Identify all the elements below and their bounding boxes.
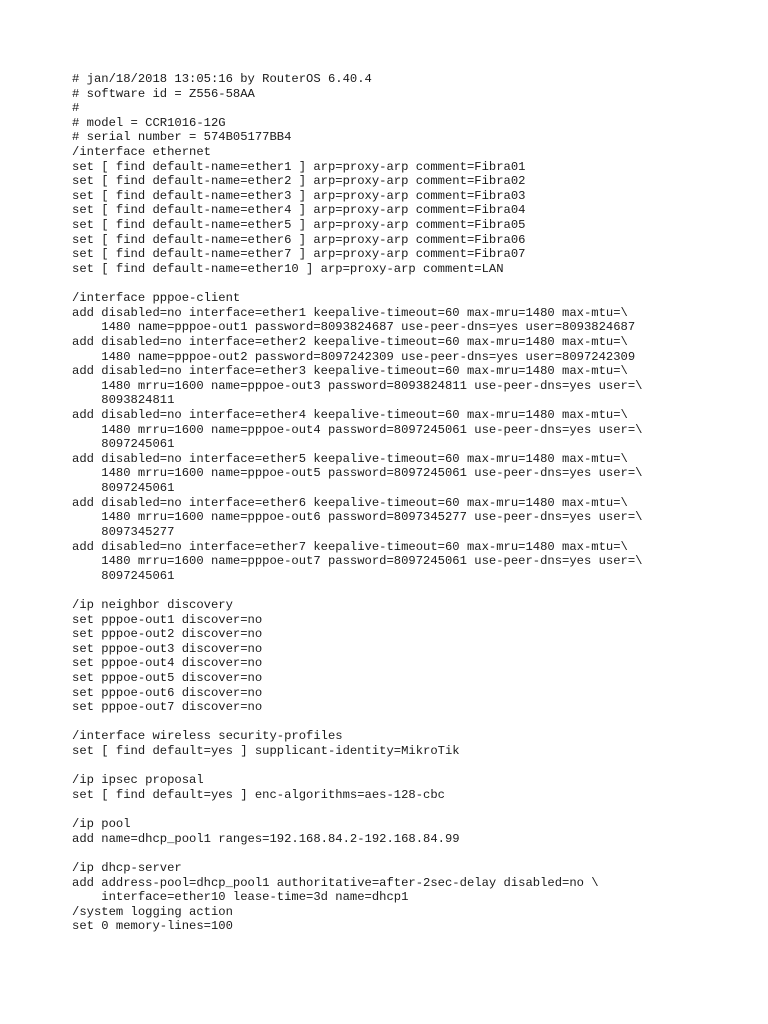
config-line: set [ find default-name=ether10 ] arp=proxy-arp comment=LAN <box>72 261 504 276</box>
config-line: set pppoe-out7 discover=no <box>72 700 263 715</box>
config-export-text <box>72 72 642 934</box>
config-line: 1480 mrru=1600 name=pppoe-out7 password=8097245061 use-peer-dns=yes user=\ <box>72 554 643 569</box>
config-line: # model = CCR1016-12G <box>72 115 226 130</box>
config-line: # software id = Z556-58AA <box>72 86 255 101</box>
config-line <box>72 277 642 292</box>
config-line: 8093824811 <box>72 393 175 408</box>
config-line: interface=ether10 lease-time=3d name=dhcp1 <box>72 890 409 905</box>
config-line: add name=dhcp_pool1 ranges=192.168.84.2-192.168.84.99 <box>72 831 460 846</box>
config-line: 1480 mrru=1600 name=pppoe-out4 password=8097245061 use-peer-dns=yes user=\ <box>72 422 643 437</box>
config-line: 1480 name=pppoe-out1 password=8093824687 use-peer-dns=yes user=8093824687 <box>72 320 636 335</box>
config-line: set pppoe-out3 discover=no <box>72 641 263 656</box>
config-line: set 0 memory-lines=100 <box>72 919 233 934</box>
config-line: add disabled=no interface=ether2 keepalive-timeout=60 max-mru=1480 max-mtu=\ <box>72 334 628 349</box>
config-line <box>72 715 642 730</box>
config-line: add disabled=no interface=ether6 keepalive-timeout=60 max-mru=1480 max-mtu=\ <box>72 495 628 510</box>
config-line: set [ find default-name=ether4 ] arp=proxy-arp comment=Fibra04 <box>72 203 526 218</box>
config-line: /interface ethernet <box>72 145 211 160</box>
config-line: set [ find default=yes ] supplicant-identity=MikroTik <box>72 744 460 759</box>
config-line: set [ find default-name=ether7 ] arp=proxy-arp comment=Fibra07 <box>72 247 526 262</box>
config-line: set [ find default-name=ether5 ] arp=proxy-arp comment=Fibra05 <box>72 218 526 233</box>
config-line: # jan/18/2018 13:05:16 by RouterOS 6.40.4 <box>72 72 372 86</box>
config-line <box>72 583 642 598</box>
config-line: set [ find default-name=ether1 ] arp=proxy-arp comment=Fibra01 <box>72 159 526 174</box>
config-line: 8097245061 <box>72 437 175 452</box>
config-line <box>72 846 642 861</box>
config-line: add address-pool=dhcp_pool1 authoritative=after-2sec-delay disabled=no \ <box>72 875 599 890</box>
config-line: set [ find default-name=ether2 ] arp=proxy-arp comment=Fibra02 <box>72 174 526 189</box>
config-line: add disabled=no interface=ether1 keepalive-timeout=60 max-mru=1480 max-mtu=\ <box>72 305 628 320</box>
config-line: add disabled=no interface=ether4 keepalive-timeout=60 max-mru=1480 max-mtu=\ <box>72 408 628 423</box>
config-line: 8097245061 <box>72 568 175 583</box>
config-line: /ip pool <box>72 817 131 832</box>
config-line: set pppoe-out5 discover=no <box>72 670 263 685</box>
config-line: /ip ipsec proposal <box>72 773 204 788</box>
config-line: set [ find default=yes ] enc-algorithms=aes-128-cbc <box>72 787 445 802</box>
config-line: 1480 name=pppoe-out2 password=8097242309 use-peer-dns=yes user=8097242309 <box>72 349 636 364</box>
config-line: set pppoe-out1 discover=no <box>72 612 263 627</box>
config-line: set pppoe-out4 discover=no <box>72 656 263 671</box>
config-line: /system logging action <box>72 904 233 919</box>
config-line: set [ find default-name=ether6 ] arp=proxy-arp comment=Fibra06 <box>72 232 526 247</box>
config-line: add disabled=no interface=ether5 keepalive-timeout=60 max-mru=1480 max-mtu=\ <box>72 451 628 466</box>
config-line: set [ find default-name=ether3 ] arp=proxy-arp comment=Fibra03 <box>72 188 526 203</box>
config-line: set pppoe-out2 discover=no <box>72 627 263 642</box>
config-line: # <box>72 101 80 116</box>
config-line: set pppoe-out6 discover=no <box>72 685 263 700</box>
config-line: /interface wireless security-profiles <box>72 729 343 744</box>
config-line: 1480 mrru=1600 name=pppoe-out3 password=8093824811 use-peer-dns=yes user=\ <box>72 378 643 393</box>
config-line: /ip dhcp-server <box>72 860 182 875</box>
config-line: 8097245061 <box>72 481 175 496</box>
config-line: # serial number = 574B05177BB4 <box>72 130 292 145</box>
config-line: 1480 mrru=1600 name=pppoe-out6 password=8097345277 use-peer-dns=yes user=\ <box>72 510 643 525</box>
config-line: 1480 mrru=1600 name=pppoe-out5 password=8097245061 use-peer-dns=yes user=\ <box>72 466 643 481</box>
config-line: /interface pppoe-client <box>72 291 241 306</box>
config-line <box>72 759 642 774</box>
config-line: /ip neighbor discovery <box>72 597 233 612</box>
config-line: add disabled=no interface=ether7 keepalive-timeout=60 max-mru=1480 max-mtu=\ <box>72 539 628 554</box>
config-line: add disabled=no interface=ether3 keepalive-timeout=60 max-mru=1480 max-mtu=\ <box>72 364 628 379</box>
config-line: 8097345277 <box>72 524 175 539</box>
config-line <box>72 802 642 817</box>
